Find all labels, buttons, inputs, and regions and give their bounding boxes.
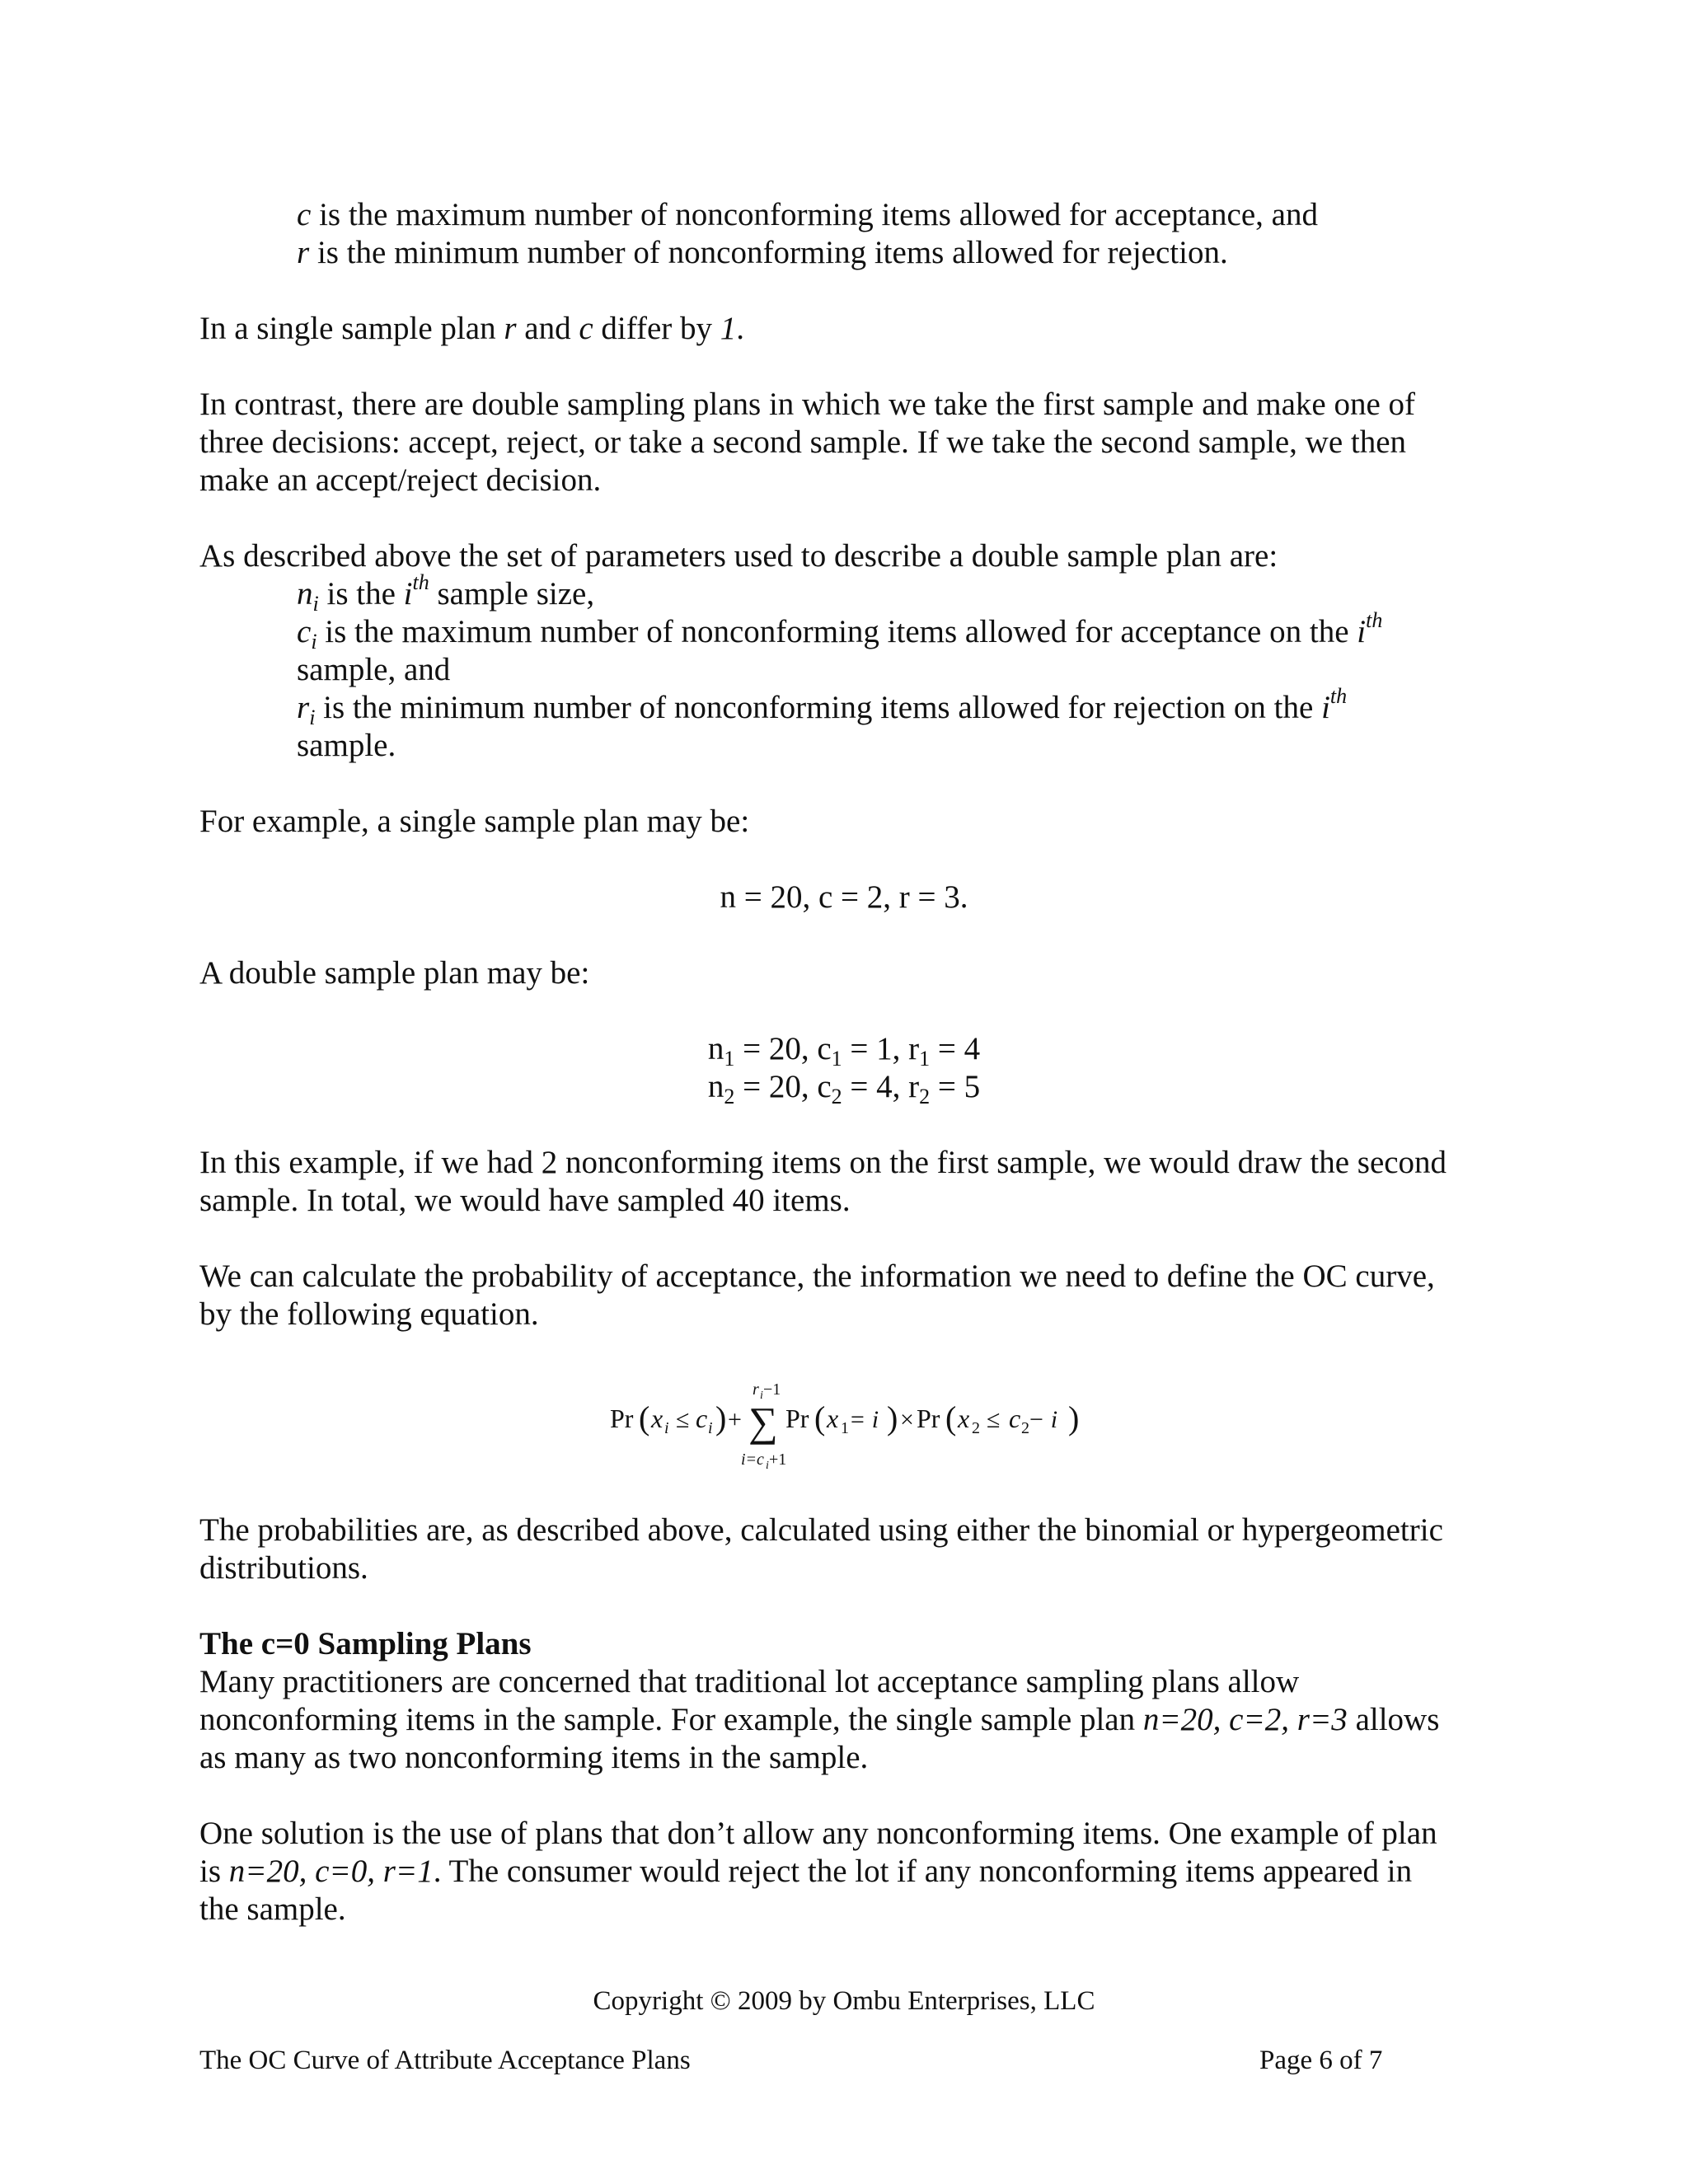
svg-text:i: i xyxy=(766,1460,769,1469)
sum-lower-limit: i=c xyxy=(741,1451,764,1469)
svg-text:i: i xyxy=(760,1390,763,1402)
example-note: In this example, if we had 2 nonconforming items on the first sample, we would draw the second sample. In total, we would have sampled 40 items. xyxy=(199,1145,1447,1218)
svg-text:x: x xyxy=(827,1404,839,1433)
summation-symbol: ∑ xyxy=(748,1399,778,1445)
sum-upper-limit: r xyxy=(753,1380,759,1399)
svg-text:): ) xyxy=(715,1399,727,1436)
svg-text:2: 2 xyxy=(1021,1419,1029,1437)
single-example-plan: n = 20, c = 2, r = 3. xyxy=(720,879,968,915)
probability-intro: We can calculate the probability of acceptance, the information we need to define the OC curve, by the following equation. xyxy=(199,1258,1435,1332)
svg-text:≤: ≤ xyxy=(676,1406,690,1433)
svg-text:−1: −1 xyxy=(763,1380,781,1399)
svg-text:i: i xyxy=(708,1419,713,1437)
section-body: Many practitioners are concerned that traditional lot acceptance sampling plans allow nonconforming items in the sample. For example, the single sample plan n=20, c=2, r=3 allows as many as two nonconforming items in the sample. xyxy=(199,1664,1440,1775)
c-i-definition: $c_i$ is the maximum number of nonconforming items allowed for acceptance on the $i^{th}$ xyxy=(297,608,1383,654)
single-plan-note: In a single sample plan r and c differ by 1. xyxy=(199,311,745,346)
svg-text:): ) xyxy=(1068,1399,1080,1436)
svg-text:c: c xyxy=(696,1404,708,1433)
svg-text:+: + xyxy=(728,1406,742,1433)
double-params-lead: As described above the set of parameters used to describe a double sample plan are: xyxy=(199,538,1278,574)
probability-note: The probabilities are, as described above, calculated using either the binomial or hypergeometric distributions. xyxy=(199,1512,1443,1586)
solution-paragraph: One solution is the use of plans that don’t allow any nonconforming items. One example of plan is n=20, c=0, r=1. The consumer would reject the lot if any nonconforming items appeared in the sample. xyxy=(199,1816,1437,1927)
r-definition: r is the minimum number of nonconforming items allowed for rejection. xyxy=(297,235,1228,270)
pr-term-2: Pr xyxy=(785,1404,809,1433)
svg-text:x: x xyxy=(651,1404,663,1433)
svg-text:(: ( xyxy=(814,1399,826,1436)
double-example-lead: A double sample plan may be: xyxy=(199,955,590,991)
svg-text:+1: +1 xyxy=(769,1451,787,1469)
section-heading: The c=0 Sampling Plans xyxy=(199,1626,532,1661)
n-i-definition: $n_i$ is the $i^{th}$ sample size, xyxy=(297,570,595,616)
pr-term-3: Pr xyxy=(917,1404,940,1433)
double-plan-intro: In contrast, there are double sampling plans in which we take the first sample and make one of three decisions: accept, reject, or take a second sample. If we take the second sample, we then make an accept/reject decision. xyxy=(199,387,1416,498)
single-example-lead: For example, a single sample plan may be: xyxy=(199,804,750,839)
pr-term-1: Pr xyxy=(610,1404,634,1433)
svg-text:≤: ≤ xyxy=(987,1406,1001,1433)
footer-page-number: Page 6 of 7 xyxy=(1259,2046,1383,2075)
double-example-row-2: $n_2 = 20$, $c_2 = 4$, $r_2 = 5$ xyxy=(707,1069,981,1108)
svg-text:c: c xyxy=(1009,1404,1021,1433)
svg-text:x: x xyxy=(958,1404,970,1433)
svg-text:= i: = i xyxy=(849,1406,879,1433)
c-definition: c is the maximum number of nonconforming items allowed for acceptance, and xyxy=(297,197,1318,232)
svg-text:1: 1 xyxy=(841,1419,849,1437)
footer-copyright: Copyright © 2009 by Ombu Enterprises, LLC xyxy=(593,1986,1095,2016)
r-i-definition: $r_i$ is the minimum number of nonconforming items allowed for rejection on the $i^{th}$ xyxy=(297,684,1348,729)
acceptance-probability-equation xyxy=(610,1378,1121,1469)
svg-text:(: ( xyxy=(639,1399,650,1436)
svg-text:2: 2 xyxy=(972,1419,980,1437)
svg-text:): ) xyxy=(887,1399,898,1436)
intro-params xyxy=(297,196,1517,272)
svg-text:− i: − i xyxy=(1028,1406,1058,1433)
svg-text:i: i xyxy=(664,1419,669,1437)
svg-text:(: ( xyxy=(945,1399,957,1436)
footer-document-title: The OC Curve of Attribute Acceptance Plans xyxy=(199,2046,691,2075)
svg-text:×: × xyxy=(900,1406,914,1433)
double-params-list: $n_i$ is the $i^{th}$ sample size, $c_i$ is the maximum number of nonconforming items allowed for acceptance on the $i^{th}$ sample, and $r_i$ is the minimum number of nonconforming items allowed for rejection on the $i^{th}$ sample. xyxy=(297,575,1517,765)
double-example-row-1: $n_1 = 20$, $c_1 = 1$, $r_1 = 4$ xyxy=(707,1031,981,1071)
